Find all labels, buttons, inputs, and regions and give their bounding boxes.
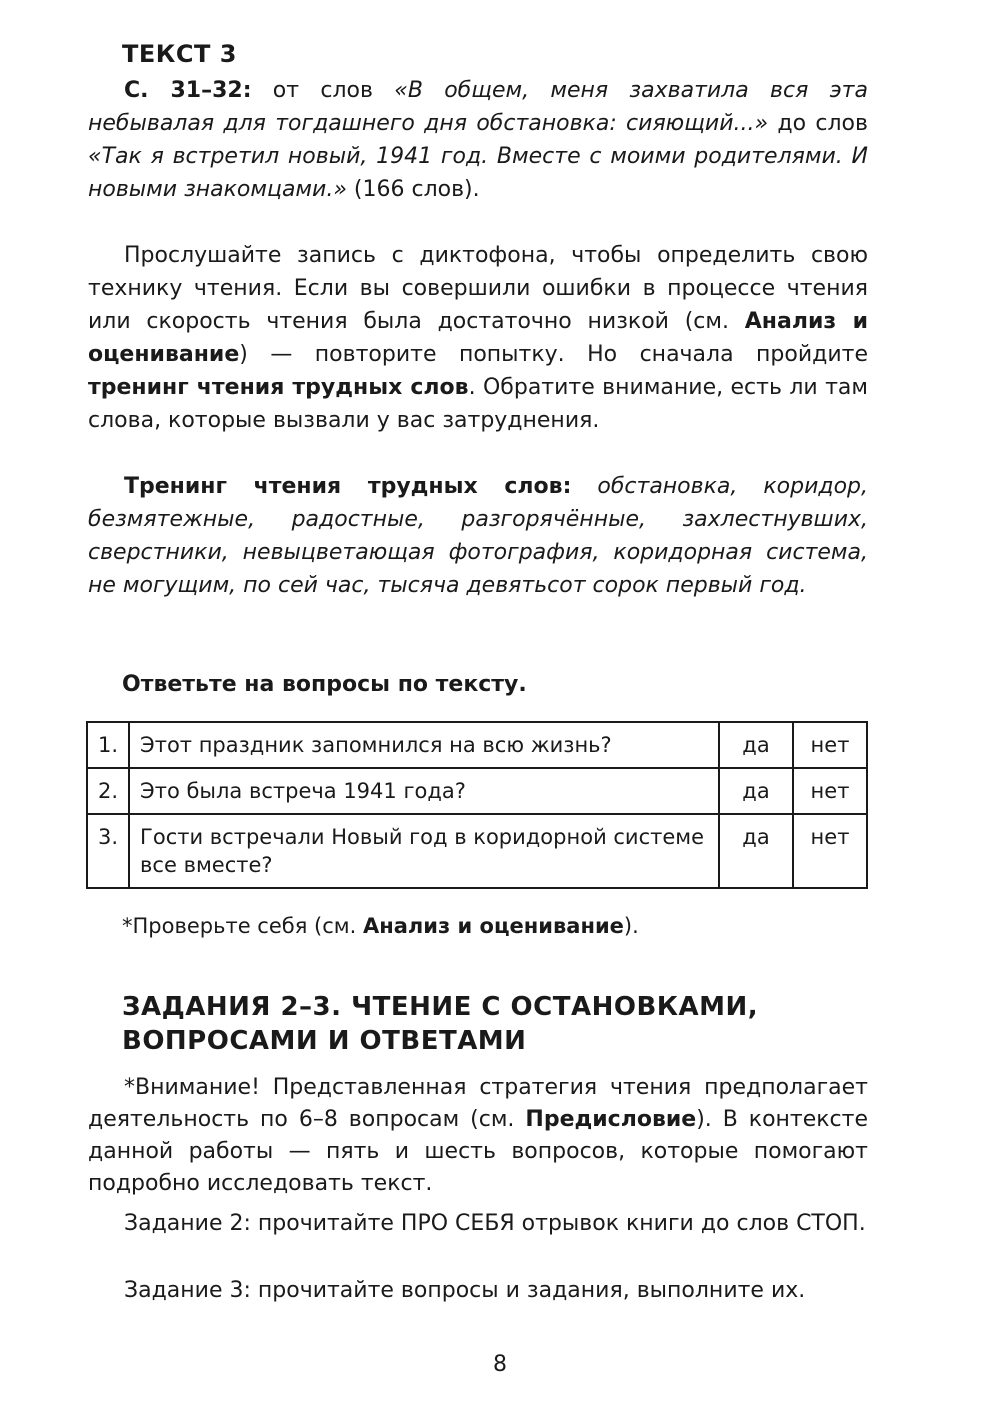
- training-ref: тренинг чтения трудных слов: [88, 375, 469, 400]
- to-words: до слов: [777, 111, 868, 136]
- answer-yes[interactable]: да: [719, 768, 793, 814]
- answer-no[interactable]: нет: [793, 768, 867, 814]
- instructions-paragraph: [88, 239, 868, 437]
- self-check-note: [122, 910, 868, 943]
- section2-title-line2: ВОПРОСАМИ И ОТВЕТАМИ: [122, 1026, 527, 1056]
- questions-heading: Ответьте на вопросы по тексту.: [122, 672, 527, 697]
- quote-end: «Так я встретил новый, 1941 год. Вместе с моими родителями. И новыми знакомцами.»: [88, 144, 868, 202]
- attention-note: [88, 1072, 868, 1200]
- question-number: 3.: [87, 814, 129, 888]
- pages-label: С. 31–32:: [124, 78, 252, 103]
- instructions-part1: Прослушайте запись с диктофона, чтобы определить свою технику чтения. Если вы совершили ошибки в процессе чтения или скорость чтения была достаточно низкой (см.: [88, 243, 868, 334]
- page-number: 8: [493, 1352, 507, 1377]
- task2-instruction: Задание 2: прочитайте ПРО СЕБЯ отрывок книги до слов СТОП.: [124, 1211, 866, 1236]
- question-text: Это была встреча 1941 года?: [129, 768, 719, 814]
- questions-table: [86, 721, 868, 889]
- task3-instruction: Задание 3: прочитайте вопросы и задания, выполните их.: [124, 1278, 806, 1303]
- question-text: Этот праздник запомнился на всю жизнь?: [129, 722, 719, 768]
- table-row: [87, 814, 867, 888]
- analysis-ref: Анализ и оценивание: [88, 309, 868, 367]
- question-number: 2.: [87, 768, 129, 814]
- text3-title: ТЕКСТ 3: [122, 40, 237, 68]
- training-paragraph: [88, 470, 868, 602]
- instructions-part3: . Обратите внимание, есть ли там слова, которые вызвали у вас затруднения.: [88, 375, 868, 433]
- answer-no[interactable]: нет: [793, 814, 867, 888]
- training-label: Тренинг чтения трудных слов:: [124, 474, 572, 499]
- section2-title: [122, 990, 758, 1058]
- training-words: обстановка, коридор, безмятежные, радостные, разгорячённые, захлестнувших, сверстники, невыцветающая фотография, коридорная система, не могущим, по сей час, тысяча девятьсот сорок первый год.: [88, 474, 868, 598]
- check-analysis-ref: Анализ и оценивание: [362, 914, 624, 938]
- section2-title-line1: ЗАДАНИЯ 2–3. ЧТЕНИЕ С ОСТАНОВКАМИ,: [122, 992, 759, 1022]
- question-text: Гости встречали Новый год в коридорной системе все вместе?: [129, 814, 719, 888]
- table-row: [87, 722, 867, 768]
- text3-reference: [88, 74, 868, 206]
- answer-yes[interactable]: да: [719, 814, 793, 888]
- answer-yes[interactable]: да: [719, 722, 793, 768]
- note-prefix: *Внимание! Представленная стратегия чтения предполагает деятельность по 6–8 вопросам (см.: [88, 1075, 868, 1132]
- quote-start: «В общем, меня захватила вся эта небывалая для тогдашнего дня обстановка: сияющий...»: [88, 78, 868, 136]
- from-words: от слов: [272, 78, 373, 103]
- question-number: 1.: [87, 722, 129, 768]
- check-suffix: ).: [623, 914, 639, 938]
- table-row: [87, 768, 867, 814]
- note-suffix: ). В контексте данной работы — пять и шесть вопросов, которые помогают подробно исследовать текст.: [88, 1107, 869, 1196]
- preface-ref: Предисловие: [525, 1107, 697, 1132]
- answer-no[interactable]: нет: [793, 722, 867, 768]
- word-count: (166 слов).: [353, 177, 480, 202]
- check-prefix: *Проверьте себя (см.: [122, 914, 357, 938]
- instructions-part2: ) — повторите попытку. Но сначала пройдите: [239, 342, 868, 367]
